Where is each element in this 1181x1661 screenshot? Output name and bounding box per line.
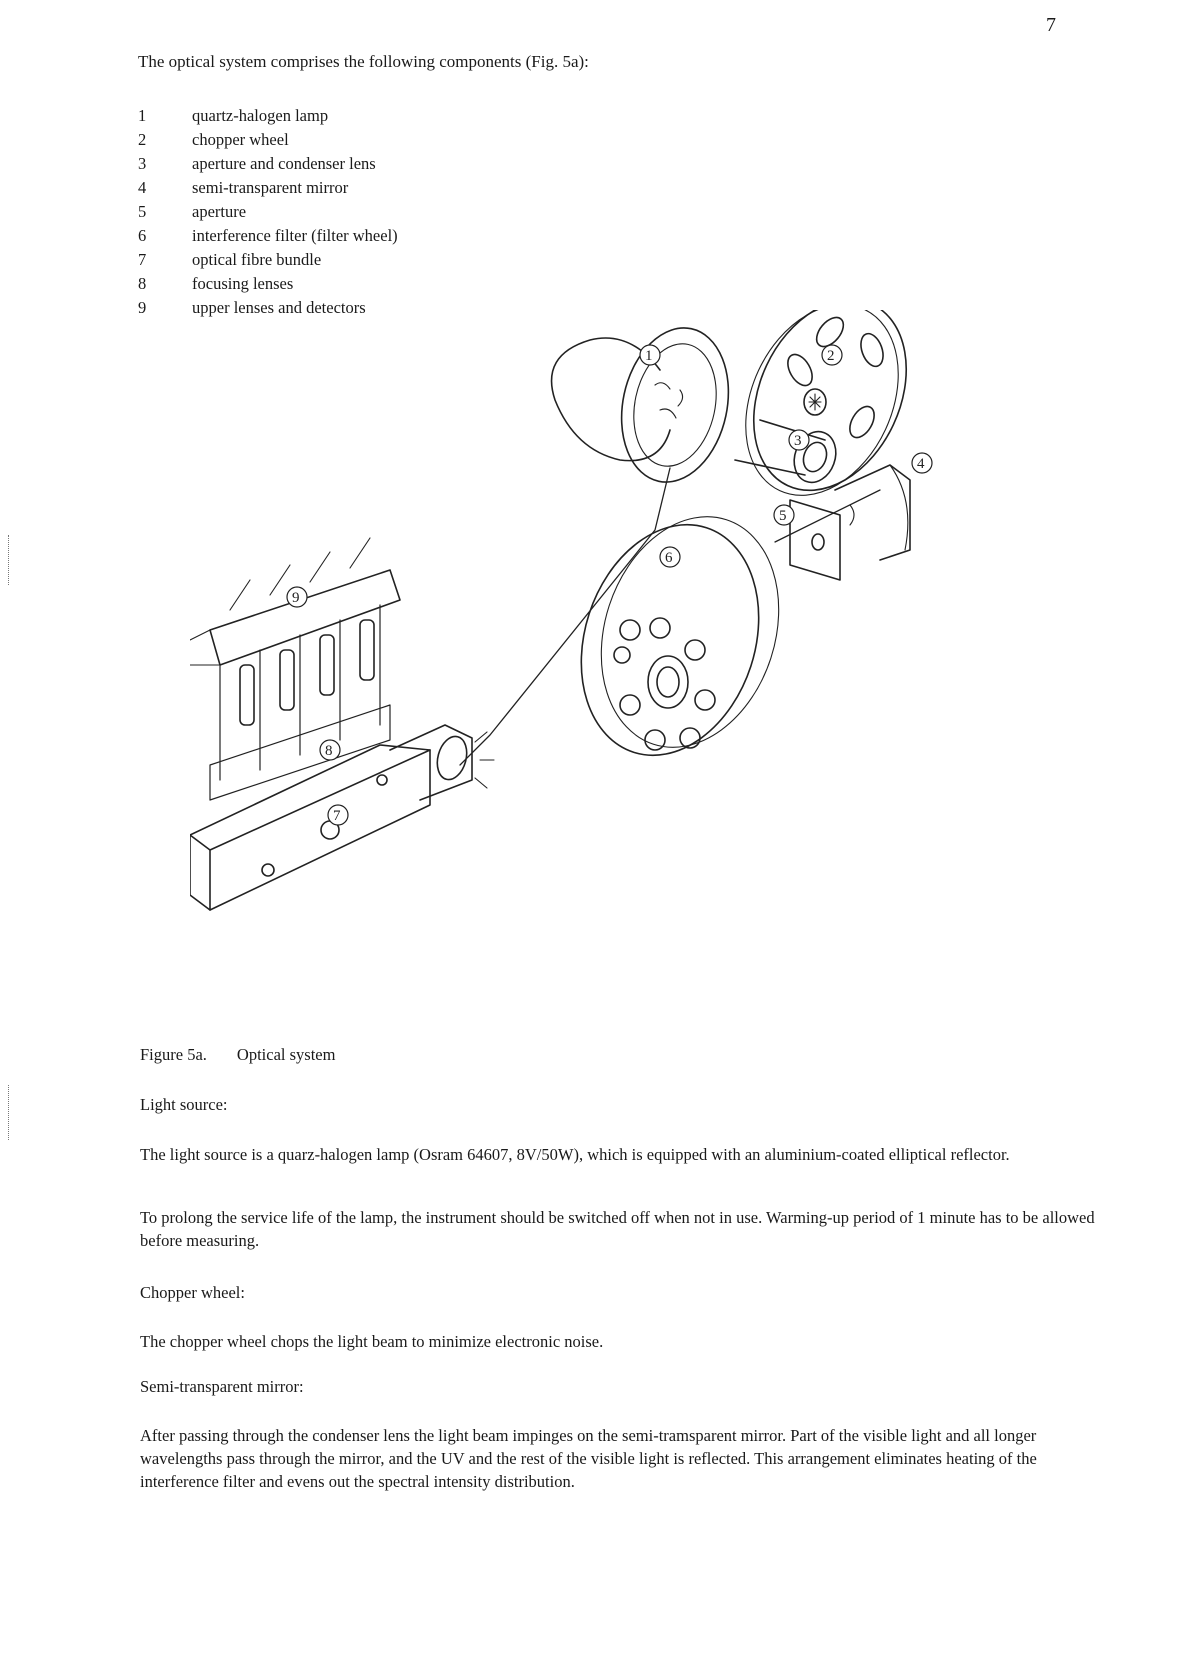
light-beam	[460, 468, 670, 765]
callout-5: 5	[779, 508, 787, 524]
lamp-reflector	[552, 318, 743, 492]
item-number: 4	[138, 178, 147, 197]
list-item	[138, 176, 398, 200]
item-number: 2	[138, 130, 147, 149]
item-number: 5	[138, 202, 147, 221]
figure-caption	[140, 1045, 335, 1065]
list-item	[138, 272, 398, 296]
item-label: aperture	[192, 202, 247, 221]
detector-array	[190, 538, 400, 800]
condenser-lens	[735, 420, 843, 488]
list-item	[138, 224, 398, 248]
optical-system-diagram	[190, 310, 1020, 1010]
callout-7: 7	[333, 808, 341, 824]
callout-9: 9	[292, 590, 300, 606]
intro-text: The optical system comprises the following components (Fig. 5a):	[138, 52, 589, 71]
item-label: optical fibre bundle	[192, 250, 322, 269]
item-label: interference filter (filter wheel)	[192, 226, 398, 245]
optical-system-figure	[190, 310, 1020, 1010]
item-number: 8	[138, 274, 147, 293]
callout-6: 6	[665, 550, 673, 566]
fibre-bundle-block	[190, 745, 430, 910]
section-heading-light-source: Light source:	[140, 1095, 228, 1114]
figure-number: Figure 5a.	[140, 1045, 207, 1064]
component-list	[138, 104, 398, 320]
item-label: upper lenses and detectors	[192, 298, 366, 317]
item-number: 7	[138, 250, 147, 269]
paragraph: The light source is a quarz-halogen lamp (Osram 64607, 8V/50W), which is equipped with an aluminium-coated elliptical reflector.	[140, 1145, 1010, 1164]
item-number: 9	[138, 298, 147, 317]
paragraph: After passing through the condenser lens the light beam impinges on the semi-tramsparent mirror. Part of the visible light and all longer wavelengths pass through the mirror, and the UV and the rest of the visible light is reflected. This arrangement eliminates heating of the interference filter and evens out the spectral intensity distribution.	[140, 1426, 1037, 1491]
list-item	[138, 152, 398, 176]
item-number: 3	[138, 154, 147, 173]
paragraph: To prolong the service life of the lamp, the instrument should be switched off when not in use. Warming-up period of 1 minute has to be allowed before measuring.	[140, 1208, 1095, 1250]
aperture-plate	[790, 500, 840, 580]
callout-8: 8	[325, 743, 333, 759]
item-label: quartz-halogen lamp	[192, 106, 329, 125]
section-heading-mirror: Semi-transparent mirror:	[140, 1377, 304, 1396]
page-number: 7	[1046, 14, 1056, 36]
callout-2: 2	[827, 348, 835, 364]
fibre-coupler	[390, 725, 494, 800]
scan-margin-mark	[8, 1085, 13, 1140]
figure-title: Optical system	[236, 1045, 336, 1064]
item-label: chopper wheel	[192, 130, 289, 149]
callout-4: 4	[917, 456, 925, 472]
item-number: 1	[138, 106, 147, 125]
callout-3: 3	[794, 433, 802, 449]
item-label: focusing lenses	[192, 274, 294, 293]
item-label: semi-transparent mirror	[192, 178, 349, 197]
callout-1: 1	[645, 348, 653, 364]
filter-wheel	[553, 494, 808, 779]
list-item	[138, 104, 398, 128]
scan-margin-mark	[8, 535, 13, 585]
paragraph: The chopper wheel chops the light beam to minimize electronic noise.	[140, 1332, 604, 1351]
list-item	[138, 200, 398, 224]
list-item	[138, 248, 398, 272]
item-label: aperture and condenser lens	[192, 154, 376, 173]
section-heading-chopper-wheel: Chopper wheel:	[140, 1283, 245, 1302]
item-number: 6	[138, 226, 147, 245]
list-item	[138, 128, 398, 152]
callouts	[287, 345, 932, 825]
